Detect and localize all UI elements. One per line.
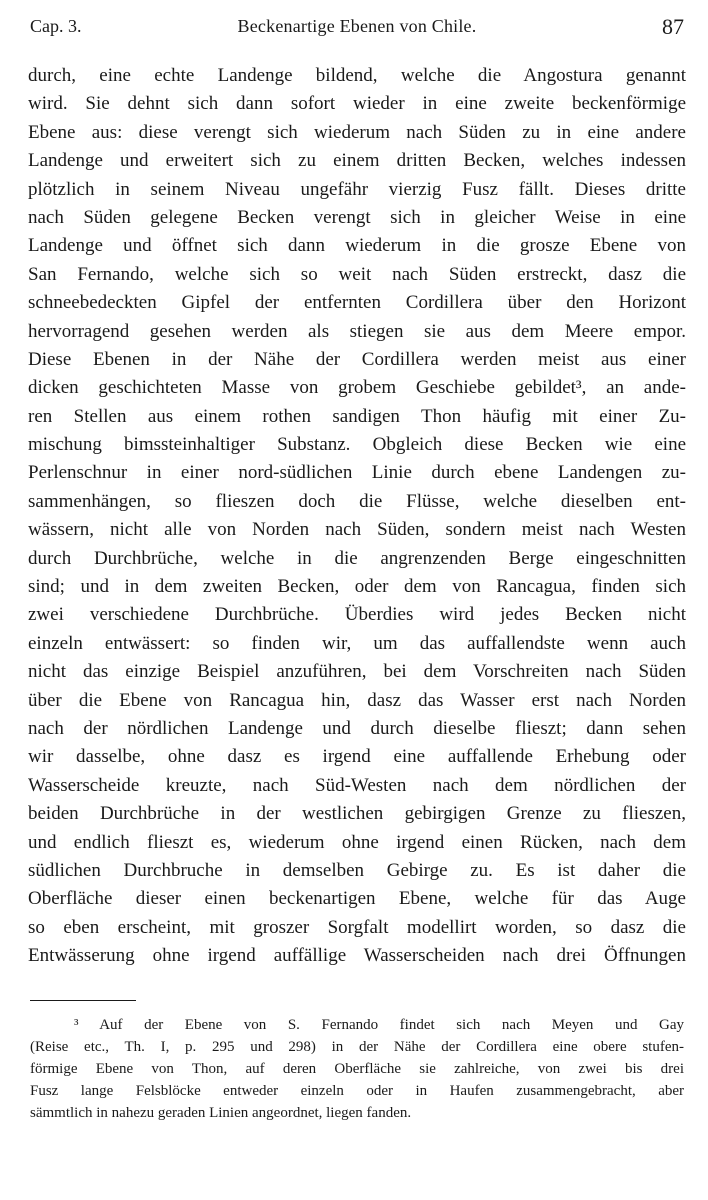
footnote bbox=[30, 1014, 684, 1124]
text-line: plötzlich in seinem Niveau ungefähr vierzig Fusz fällt. Dieses dritte bbox=[28, 178, 686, 200]
text-line: Entwässerung ohne irgend auffällige Wasserscheiden nach drei Öffnungen bbox=[28, 945, 686, 967]
text-line: wird. Sie dehnt sich dann sofort wieder in eine zweite beckenförmige bbox=[28, 93, 686, 115]
text-line: mischung bimssteinhaltiger Substanz. Obgleich diese Becken wie eine bbox=[28, 434, 686, 456]
text-line: wir dasselbe, ohne dasz es irgend eine auffallende Erhebung oder bbox=[28, 746, 686, 768]
text-line: beiden Durchbrüche in der westlichen gebirgigen Grenze zu flieszen, bbox=[28, 803, 686, 825]
text-line: durch, eine echte Landenge bildend, welche die Angostura genannt bbox=[28, 65, 686, 86]
text-line: Landenge und öffnet sich dann wiederum in die grosze Ebene von bbox=[28, 235, 686, 257]
text-line: nach Süden gelegene Becken verengt sich in gleicher Weise in eine bbox=[28, 206, 686, 228]
text-line: hervorragend gesehen werden als stiegen sie aus dem Meere empor. bbox=[28, 320, 686, 342]
main-text bbox=[28, 62, 686, 971]
text-line: zwei verschiedene Durchbrüche. Überdies wird jedes Becken nicht bbox=[28, 604, 686, 626]
footnote-line: sämmtlich in nahezu geraden Linien angeordnet, liegen fanden. bbox=[30, 1105, 412, 1121]
text-line: Oberfläche dieser einen beckenartigen Ebene, welche für das Auge bbox=[28, 888, 686, 910]
text-line: Landenge und erweitert sich zu einem dritten Becken, welches indessen bbox=[28, 150, 686, 172]
text-line: nicht das einzige Beispiel anzuführen, bei dem Vorschreiten nach Süden bbox=[28, 661, 686, 683]
footnote-line: ³ Auf der Ebene von S. Fernando findet sich nach Meyen und Gay bbox=[74, 1017, 684, 1033]
text-line: Diese Ebenen in der Nähe der Cordillera werden meist aus einer bbox=[28, 348, 686, 370]
chapter-label: Cap. 3. bbox=[30, 16, 82, 36]
running-title: Beckenartige Ebenen von Chile. bbox=[237, 16, 477, 36]
text-line: schneebedeckten Gipfel der entfernten Cordillera über den Horizont bbox=[28, 292, 686, 314]
text-line: südlichen Durchbruche in demselben Gebirge zu. Es ist daher die bbox=[28, 859, 686, 881]
text-line: dicken geschichteten Masse von grobem Geschiebe gebildet³, an ande- bbox=[28, 377, 686, 399]
text-line: und endlich flieszt es, wiederum ohne irgend einen Rücken, nach dem bbox=[28, 831, 686, 853]
text-line: über die Ebene von Rancagua hin, dasz das Wasser erst nach Norden bbox=[28, 689, 686, 711]
text-line: nach der nördlichen Landenge und durch dieselbe flieszt; dann sehen bbox=[28, 717, 686, 739]
text-line: durch Durchbrüche, welche in die angrenzenden Berge eingeschnitten bbox=[28, 547, 686, 569]
running-header bbox=[30, 12, 684, 42]
footnote-line: (Reise etc., Th. I, p. 295 und 298) in der Nähe der Cordillera eine obere stufen- bbox=[30, 1039, 684, 1055]
text-line: sammenhängen, so flieszen doch die Flüsse, welche dieselben ent- bbox=[28, 490, 686, 512]
footnote-divider bbox=[30, 1000, 136, 1001]
text-line: San Fernando, welche sich so weit nach Süden erstreckt, dasz die bbox=[28, 263, 686, 285]
text-line: einzeln entwässert: so finden wir, um das auffallendste wenn auch bbox=[28, 632, 686, 654]
page-number: 87 bbox=[662, 14, 684, 39]
text-line: ren Stellen aus einem rothen sandigen Thon häufig mit einer Zu- bbox=[28, 405, 686, 427]
text-line: Wasserscheide kreuzte, nach Süd-Westen nach dem nördlichen der bbox=[28, 774, 686, 796]
text-line: so eben erscheint, mit groszer Sorgfalt modellirt worden, so dasz die bbox=[28, 916, 686, 938]
text-line: wässern, nicht alle von Norden nach Süden, sondern meist nach Westen bbox=[28, 519, 686, 541]
text-line: Perlenschnur in einer nord-südlichen Linie durch ebene Landengen zu- bbox=[28, 462, 686, 484]
text-line: Ebene aus: diese verengt sich wiederum nach Süden zu in eine andere bbox=[28, 121, 686, 143]
text-line: sind; und in dem zweiten Becken, oder dem von Rancagua, finden sich bbox=[28, 576, 686, 598]
footnote-line: förmige Ebene von Thon, auf deren Oberfläche sie zahlreiche, von zwei bis drei bbox=[30, 1061, 684, 1077]
footnote-line: Fusz lange Felsblöcke entweder einzeln oder in Haufen zusammengebracht, aber bbox=[30, 1083, 684, 1099]
